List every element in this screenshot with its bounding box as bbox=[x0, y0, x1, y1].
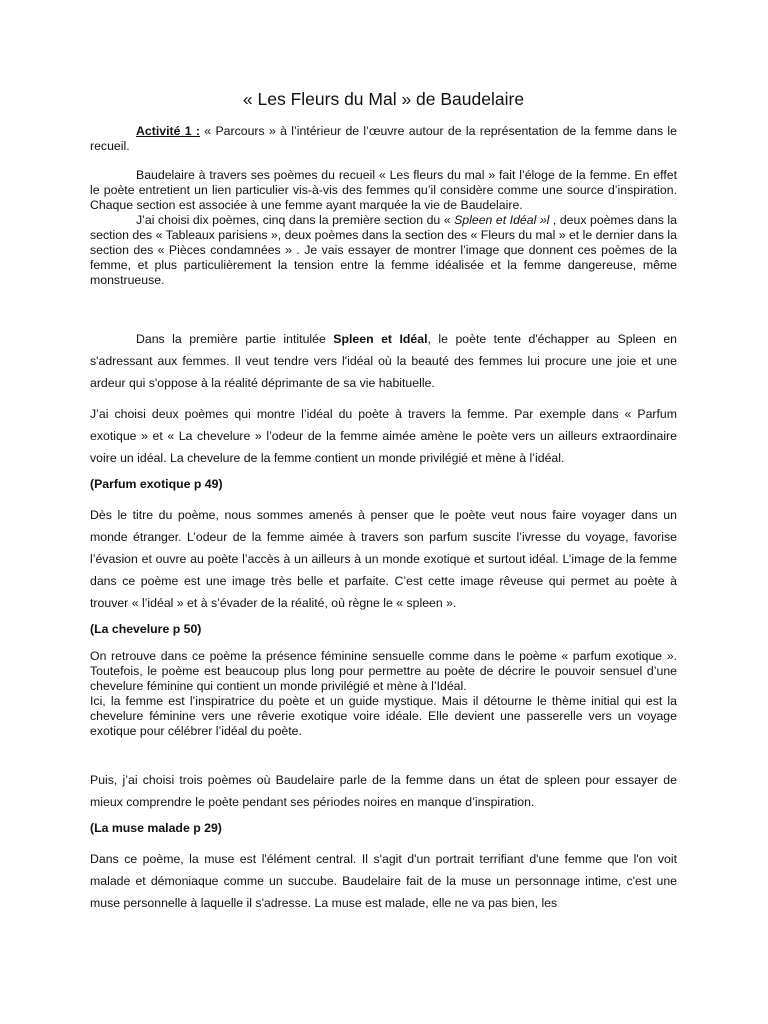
spleen-p1-bold: Spleen et Idéal bbox=[333, 332, 428, 346]
activity-text: « Parcours » à l’intérieur de l’œuvre autour de la représentation de la femme dans le recueil. bbox=[90, 124, 678, 153]
intro-paragraph-1: Baudelaire à travers ses poèmes du recueil « Les fleurs du mal » fait l’éloge de la femme. En effet le poète entretient un lien particulier vis-à-vis des femmes qu’il considère comme une source d’inspiration. Chaque section est associée à une femme ayant marquée la vie de Baudelaire. bbox=[90, 168, 677, 212]
activity-label: Activité 1 : bbox=[136, 124, 200, 138]
parfum-paragraph: Dès le titre du poème, nous sommes amenés à penser que le poète veut nous faire voyager dans un monde étranger. L’odeur de la femme aimée à travers son parfum suscite l’ivresse du voyage, favorise l’évasion et ouvre au poète l’accès à un ailleurs à un monde exotique et surtout idéal. L’image de la femme dans ce poème est une image très belle et parfaite. C’est cette image rêveuse qui permet au poète à trouver « l’idéal » et à s’évader de la réalité, où règne le « spleen ». bbox=[90, 508, 677, 610]
chevelure-paragraph-2: Ici, la femme est l’inspiratrice du poète et un guide mystique. Mais il détourne le thème initial qui est la chevelure féminine vers une rêverie exotique voire idéale. Elle devient une passerelle vers un voyage exotique pour célébrer l’idéal du poète. bbox=[90, 694, 677, 738]
intro-paragraph-2 bbox=[90, 213, 677, 288]
spleen-paragraph-2: J’ai choisi deux poèmes qui montre l’idéal du poète à travers la femme. Par exemple dans « Parfum exotique » et « La chevelure » l’odeur de la femme aimée amène le poète vers un ailleurs extraordinaire voire un idéal. La chevelure de la femme contient un monde privilégié et mène à l’idéal. bbox=[90, 407, 677, 465]
intro-p2-text-b: , deux poèmes dans la section des « Tableaux parisiens », deux poèmes dans la section des « Fleurs du mal » et le dernier dans la section des « Pièces condamnées » . Je vais essayer de montrer l’image que donnent ces poèmes de la femme, et plus particulièrement la tension entre la femme idéalisée et la femme dangereuse, même monstrueuse. bbox=[90, 213, 677, 287]
spleen-intro-paragraph: Puis, j’ai choisi trois poèmes où Baudelaire parle de la femme dans un état de spleen pour essayer de mieux comprendre le poète pendant ses périodes noires en manque d’inspiration. bbox=[90, 773, 677, 809]
spleen-paragraph-1 bbox=[90, 328, 677, 394]
chevelure-paragraph-1: On retrouve dans ce poème la présence féminine sensuelle comme dans le poème « parfum exotique ». Toutefois, le poème est beaucoup plus long pour permettre au poète de décrire le pouvoir sensuel d’une chevelure féminine qui contient un monde privilégié et mène à l’Idéal. bbox=[90, 649, 677, 693]
muse-paragraph: Dans ce poème, la muse est l'élément central. Il s'agit d'un portrait terrifiant d'une femme que l'on voit malade et démoniaque comme un succube. Baudelaire fait de la muse un personnage intime, c'est une muse personnelle à laquelle il s'adresse. La muse est malade, elle ne va pas bien, les bbox=[90, 852, 677, 910]
intro-p2-text-a: J’ai choisi dix poèmes, cinq dans la première section du « bbox=[136, 213, 455, 227]
document-title: « Les Fleurs du Mal » de Baudelaire bbox=[242, 89, 525, 109]
heading-muse: (La muse malade p 29) bbox=[90, 821, 222, 835]
document-page bbox=[90, 88, 677, 914]
heading-parfum: (Parfum exotique p 49) bbox=[90, 477, 223, 491]
spleen-p1-text-a: Dans la première partie intitulée bbox=[136, 332, 334, 346]
heading-chevelure: (La chevelure p 50) bbox=[90, 622, 202, 636]
activity-paragraph bbox=[90, 124, 677, 154]
spleen-p1-text-b: , le poète tente d'échapper au Spleen en s'adressant aux femmes. Il veut tendre vers l'idéal où la beauté des femmes lui procure une joie et une ardeur qui s'oppose à la réalité déprimante de sa vie habituelle. bbox=[90, 332, 678, 390]
intro-p2-italic: Spleen et Idéal »l bbox=[454, 213, 550, 227]
